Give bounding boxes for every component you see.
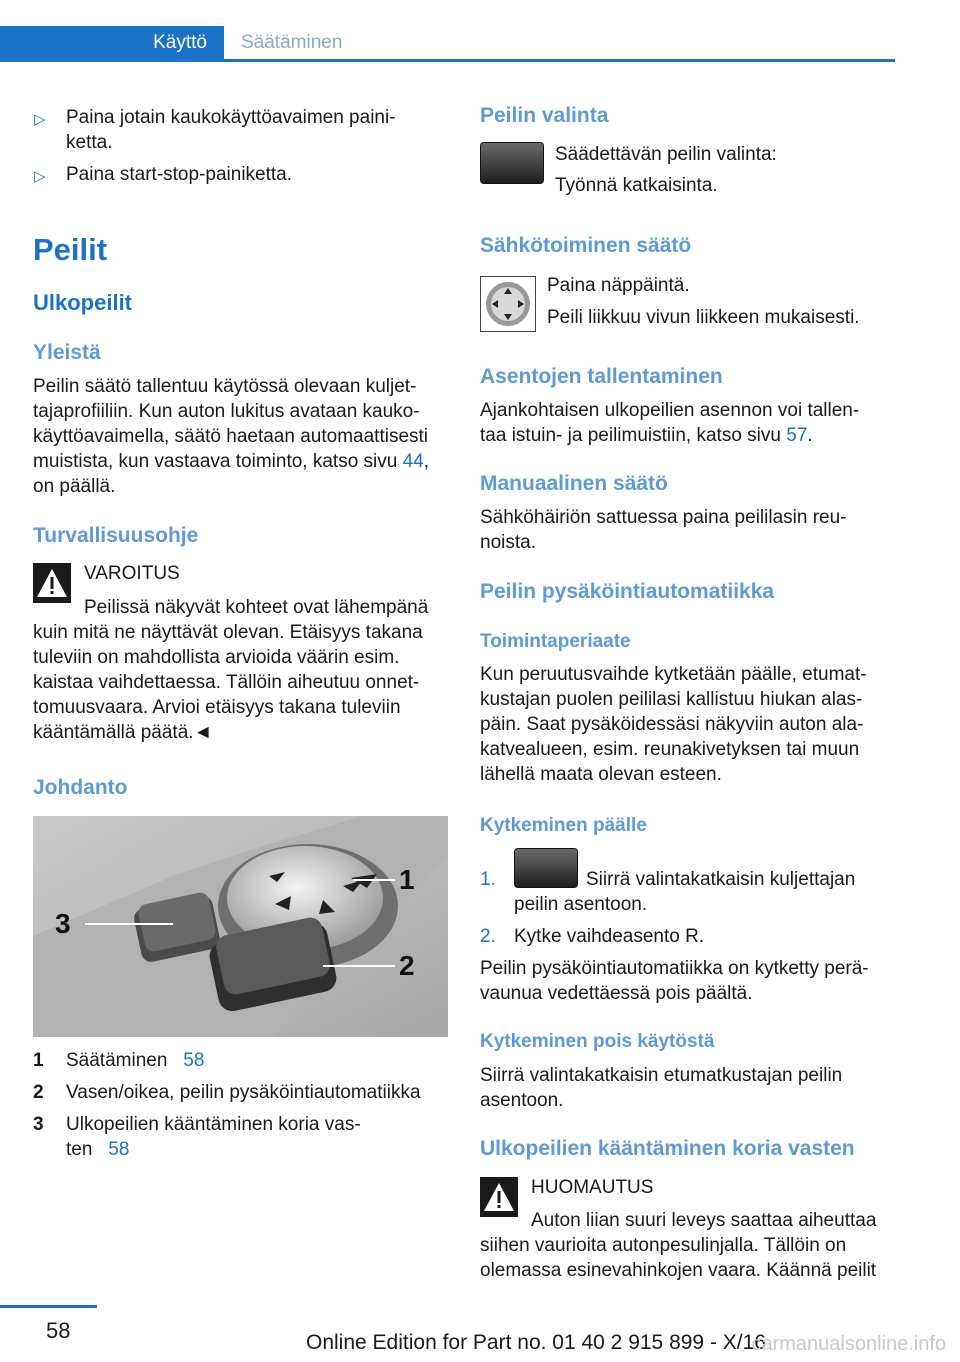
heading-johdanto: Johdanto bbox=[33, 776, 128, 799]
warning-text: kaistaa vaihdettaessa. Tällöin aiheutuu onnet- bbox=[33, 672, 420, 693]
step-text: peilin asentoon. bbox=[514, 894, 648, 915]
paragraph-line bbox=[480, 423, 813, 448]
heading-sahkotoiminen-saato: Sähkötoiminen säätö bbox=[480, 234, 692, 257]
heading-ulkopeilit: Ulkopeilit bbox=[33, 290, 133, 315]
paragraph-line: Sähköhäiriön sattuessa paina peililasin reu- bbox=[480, 507, 847, 528]
paragraph-line: katvealueen, esim. reunakivetyksen tai muun bbox=[480, 739, 860, 760]
paragraph-line: on päällä. bbox=[33, 476, 116, 497]
bullet-text: Paina jotain kaukokäyttöavaimen paini- bbox=[66, 107, 396, 128]
paragraph-line: asentoon. bbox=[480, 1090, 564, 1111]
paragraph-line: Peili liikkuu vivun liikkeen mukaisesti. bbox=[547, 307, 860, 328]
bullet-triangle-icon: ▷ bbox=[34, 111, 46, 128]
step-text: Kytke vaihdeasento R. bbox=[514, 926, 705, 947]
note-text: olemassa esinevahinkojen vaara. Käännä peilit bbox=[480, 1260, 877, 1281]
legend-number: 1 bbox=[33, 1050, 44, 1071]
footer-edition: Online Edition for Part no. 01 40 2 915 899 - X/16 bbox=[306, 1331, 766, 1354]
warning-text: Peilissä näkyvät kohteet ovat lähempänä bbox=[84, 597, 429, 618]
paragraph-line: päin. Saat pysäköidessäsi näkyviin auton ala- bbox=[480, 714, 864, 735]
bullet-text: Paina start-stop-painiketta. bbox=[66, 164, 293, 185]
paragraph-line: Siirrä valintakatkaisin etumatkustajan peilin bbox=[480, 1065, 843, 1086]
step-number: 2. bbox=[480, 926, 496, 947]
legend-label: ten bbox=[66, 1139, 93, 1160]
warning-title: VAROITUS bbox=[84, 563, 180, 584]
page-link-57[interactable]: 57 bbox=[786, 425, 808, 446]
heading-manuaalinen-saato: Manuaalinen säätö bbox=[480, 472, 668, 495]
heading-asentojen-tallentaminen: Asentojen tallentaminen bbox=[480, 365, 723, 388]
heading-kaantaminen-koria-vasten: Ulkopeilien kääntäminen koria vasten bbox=[480, 1137, 855, 1160]
note-title: HUOMAUTUS bbox=[531, 1177, 654, 1198]
paragraph-text: taa istuin- ja peilimuistiin, katso sivu bbox=[480, 425, 787, 446]
mirror-select-switch-icon bbox=[514, 848, 578, 888]
paragraph-line: Kun peruutusvaihde kytketään päälle, etumat- bbox=[480, 664, 867, 685]
warning-text: kääntämällä päätä.◄ bbox=[33, 722, 213, 743]
footer-rule bbox=[0, 1305, 97, 1308]
legend-text bbox=[66, 1137, 129, 1162]
paragraph-line: Työnnä katkaisinta. bbox=[555, 175, 718, 196]
callout-3: 3 bbox=[55, 908, 71, 939]
watermark: carmanualsonline.info bbox=[751, 1333, 946, 1355]
mirror-select-switch-icon bbox=[480, 142, 544, 184]
page-header bbox=[0, 26, 895, 62]
paragraph-text: muistista, kun vastaava toiminto, katso sivu bbox=[33, 451, 403, 472]
warning-text: tomuusvaara. Arvioi etäisyys takana tuleviin bbox=[33, 697, 401, 718]
heading-kytkeminen-pois: Kytkeminen pois käytöstä bbox=[480, 1031, 715, 1052]
heading-pysakointiautomatiikka: Peilin pysäköintiautomatiikka bbox=[480, 580, 775, 603]
note-text: Auton liian suuri leveys saattaa aiheuttaa bbox=[531, 1210, 877, 1231]
callout-1: 1 bbox=[399, 864, 415, 895]
paragraph-line: Paina näppäintä. bbox=[547, 275, 690, 296]
legend-number: 2 bbox=[33, 1082, 44, 1103]
paragraph-line: vaunua vedettäessä pois päältä. bbox=[480, 983, 753, 1004]
page-number: 58 bbox=[46, 1318, 71, 1343]
mirror-switch-drawing bbox=[33, 816, 448, 1037]
heading-peilin-valinta: Peilin valinta bbox=[480, 104, 609, 127]
bullet-text: ketta. bbox=[66, 132, 113, 153]
legend-text: Vasen/oikea, peilin pysäköintiautomatiikka bbox=[66, 1082, 421, 1103]
warning-text: tuleviin on mahdollista arvioida väärin esim. bbox=[33, 647, 400, 668]
bullet-triangle-icon: ▷ bbox=[34, 168, 46, 185]
legend-number: 3 bbox=[33, 1114, 44, 1135]
callout-2: 2 bbox=[399, 950, 415, 981]
paragraph-line: käyttöavaimella, säätö haetaan automaattisesti bbox=[33, 426, 429, 447]
paragraph-line: Säädettävän peilin valinta: bbox=[555, 144, 777, 165]
heading-peilit: Peilit bbox=[33, 232, 108, 267]
step-text: Siirrä valintakatkaisin kuljettajan bbox=[586, 869, 856, 890]
warning-text: kuin mitä ne näyttävät olevan. Etäisyys takana bbox=[33, 622, 423, 643]
note-text: siihen vaurioita autonpesulinjalla. Tällöin on bbox=[480, 1235, 847, 1256]
header-tab-inactive: Säätäminen bbox=[241, 32, 343, 53]
page-link-58[interactable]: 58 bbox=[183, 1050, 205, 1071]
heading-toimintaperiaate: Toimintaperiaate bbox=[480, 631, 631, 652]
mirror-switch-illustration bbox=[33, 816, 448, 1037]
legend-text: Ulkopeilien kääntäminen koria vas- bbox=[66, 1114, 361, 1135]
page-link-58[interactable]: 58 bbox=[108, 1139, 130, 1160]
paragraph-text: , bbox=[423, 451, 430, 472]
legend-label: Säätäminen bbox=[66, 1050, 168, 1071]
heading-yleista: Yleistä bbox=[33, 341, 101, 364]
header-tab-active: Käyttö bbox=[0, 26, 224, 60]
heading-kytkeminen-paalle: Kytkeminen päälle bbox=[480, 815, 647, 836]
heading-turvallisuusohje: Turvallisuusohje bbox=[33, 524, 199, 547]
legend-text bbox=[66, 1048, 204, 1073]
paragraph-line: Peilin säätö tallentuu käytössä olevaan kuljet- bbox=[33, 376, 417, 397]
header-rule bbox=[0, 59, 895, 62]
paragraph-text: . bbox=[807, 425, 813, 446]
paragraph-line: kustajan puolen peililasi kallistuu hiukan alas- bbox=[480, 689, 863, 710]
paragraph-line: Peilin pysäköintiautomatiikka on kytketty perä- bbox=[480, 958, 869, 979]
paragraph-line: Ajankohtaisen ulkopeilien asennon voi tallen- bbox=[480, 400, 860, 421]
paragraph-line bbox=[33, 449, 429, 474]
step-number: 1. bbox=[480, 869, 496, 890]
caution-icon bbox=[480, 1177, 518, 1217]
paragraph-line: lähellä maata olevan esteen. bbox=[480, 764, 722, 785]
paragraph-line: tajaprofiiliin. Kun auton lukitus avataan kauko- bbox=[33, 401, 420, 422]
paragraph-line: noista. bbox=[480, 532, 536, 553]
page-link-44[interactable]: 44 bbox=[402, 451, 424, 472]
warning-icon bbox=[33, 563, 71, 603]
joystick-icon bbox=[480, 276, 536, 332]
